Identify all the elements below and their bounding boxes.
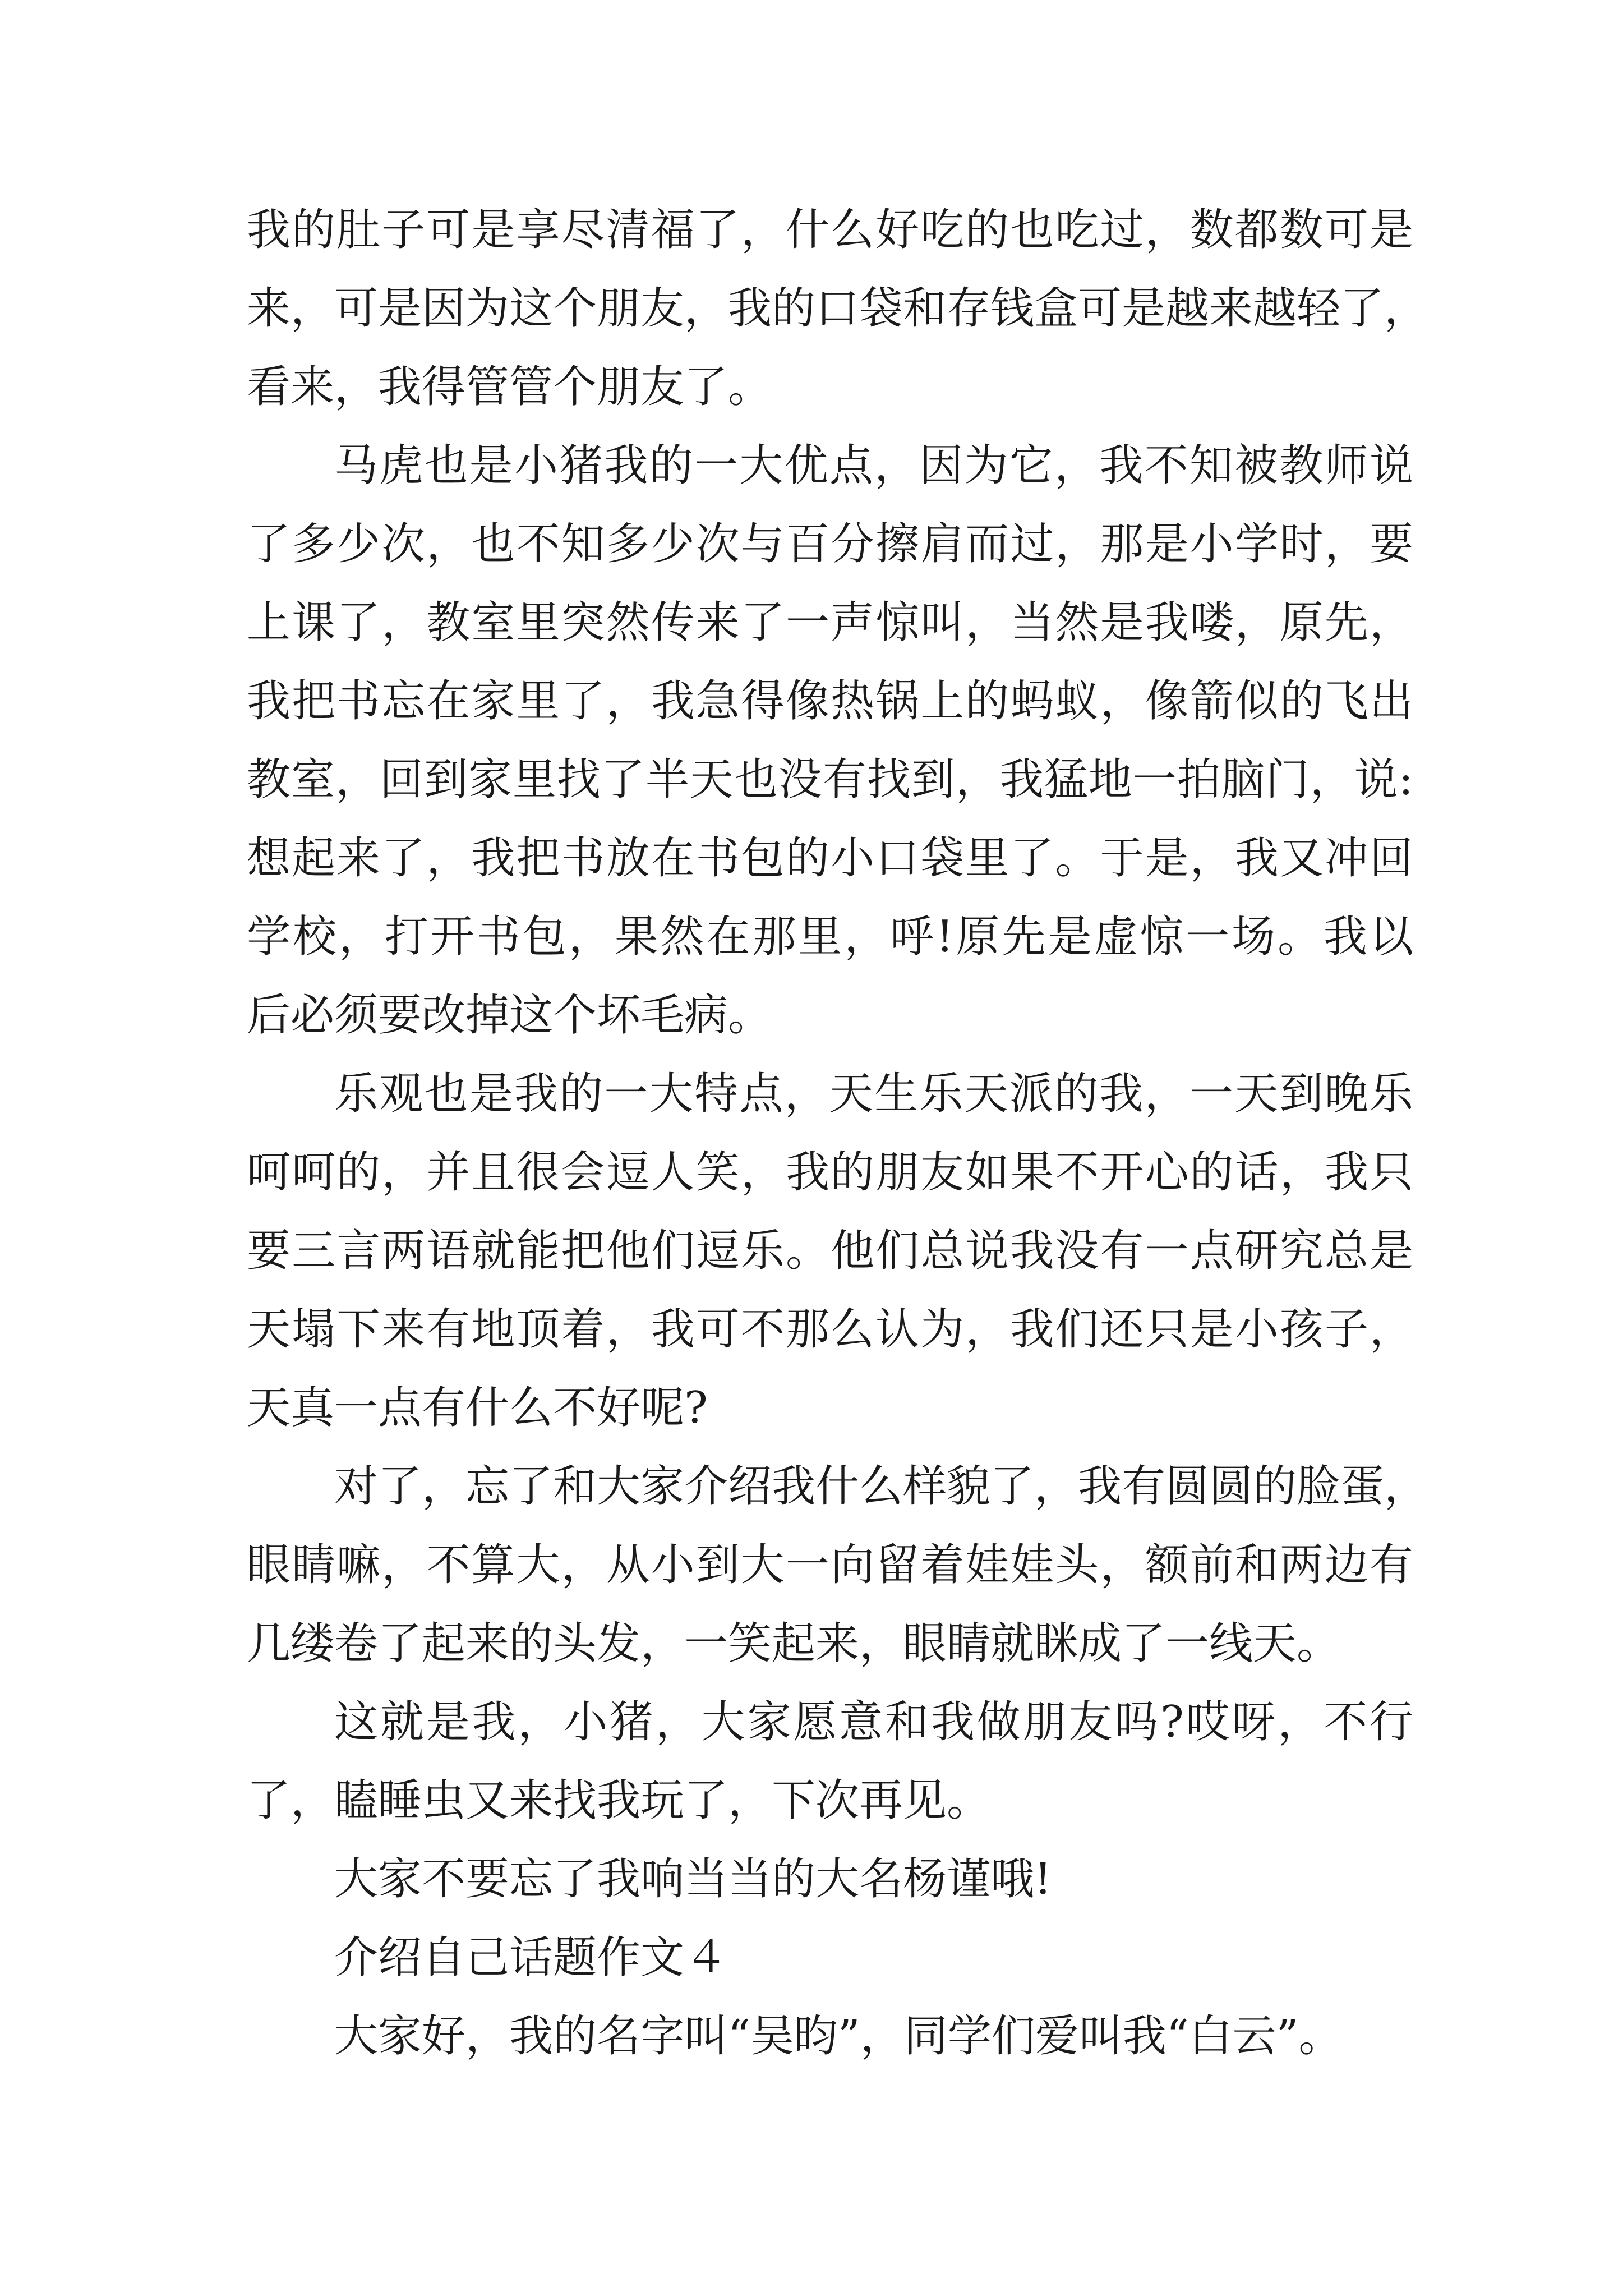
text-line: 学校，打开书包，果然在那里，呼!原先是虚惊一场。我以: [247, 912, 1413, 962]
text-line: 后必须要改掉这个坏毛病。: [247, 990, 772, 1041]
text-line: 来，可是因为这个朋友，我的口袋和存钱盒可是越来越轻了，: [247, 283, 1428, 334]
text-line: 眼睛嘛，不算大，从小到大一向留着娃娃头，额前和两边有: [247, 1540, 1413, 1590]
text-line: 这就是我，小猪，大家愿意和我做朋友吗?哎呀，不行: [334, 1697, 1413, 1747]
text-line: 了，瞌睡虫又来找我玩了，下次再见。: [247, 1775, 991, 1826]
text-line: 看来，我得管管个朋友了。: [247, 362, 772, 412]
section-heading: 介绍自己话题作文４: [334, 1932, 728, 1983]
text-line: 大家不要忘了我响当当的大名杨谨哦!: [334, 1854, 1052, 1904]
text-line: 要三言两语就能把他们逗乐。他们总说我没有一点研究总是: [247, 1226, 1413, 1276]
text-line: 天塌下来有地顶着，我可不那么认为，我们还只是小孩子，: [247, 1304, 1413, 1355]
text-line: 教室，回到家里找了半天也没有找到，我猛地一拍脑门，说:: [247, 754, 1413, 805]
text-line: 想起来了，我把书放在书包的小口袋里了。于是，我又冲回: [247, 833, 1413, 884]
text-line: 了多少次，也不知多少次与百分擦肩而过，那是小学时，要: [247, 519, 1413, 569]
text-line: 几缕卷了起来的头发，一笑起来，眼睛就眯成了一线天。: [247, 1618, 1341, 1669]
text-line: 大家好，我的名字叫“吴昀”，同学们爱叫我“白云”。: [334, 2011, 1343, 2062]
text-line: 上课了，教室里突然传来了一声惊叫，当然是我喽，原先，: [247, 597, 1413, 648]
text-line: 乐观也是我的一大特点，天生乐天派的我，一天到晚乐: [334, 1069, 1413, 1119]
text-line: 对了，忘了和大家介绍我什么样貌了，我有圆圆的脸蛋，: [334, 1461, 1428, 1512]
text-line: 呵呵的，并且很会逗人笑，我的朋友如果不开心的话，我只: [247, 1147, 1413, 1198]
text-line: 我把书忘在家里了，我急得像热锅上的蚂蚁，像箭似的飞出: [247, 676, 1413, 726]
text-line: 马虎也是小猪我的一大优点，因为它，我不知被教师说: [334, 440, 1413, 491]
text-line: 天真一点有什么不好呢?: [247, 1383, 708, 1433]
essay-body: [247, 191, 1428, 2076]
text-line: 我的肚子可是享尽清福了，什么好吃的也吃过，数都数可是: [247, 205, 1413, 255]
